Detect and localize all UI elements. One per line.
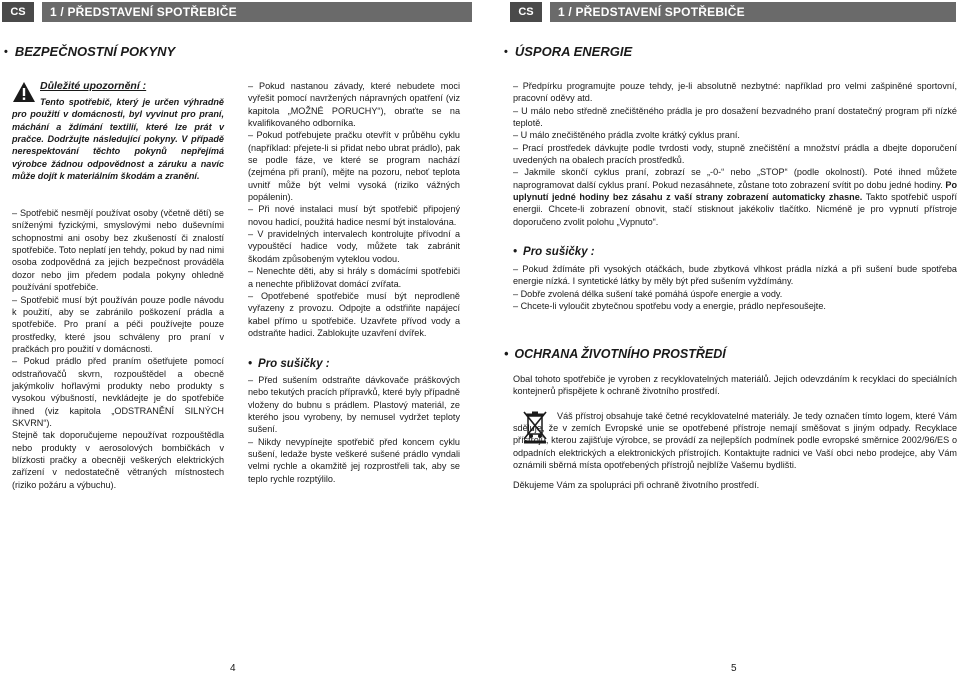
chapter-title-right: 1 / PŘEDSTAVENÍ SPOTŘEBIČE [550, 2, 956, 22]
env-section-title [504, 348, 957, 360]
paragraph: – Pokud prádlo před praním ošetřujete pomocí odstraňovačů skvrn, rozpouštědel a obecně jakýmkoliv hořlavými produkty nebo produkty s vysokou výbušností, nevkládejte je do spotřebiče ihned (viz kapitola „ODSTRANĚNÍ SILNÝCH SKVRN“). [12, 356, 224, 428]
bullet-icon: • [504, 347, 509, 362]
paragraph: Děkujeme Vám za spolupráci při ochraně životního prostředí. [513, 480, 760, 491]
paragraph: – Spotřebič musí být používán pouze podle návodu k použití, aby se zabránilo poškození prádla a spotřebiče. Pro praní a péči používejte pouze prostředky, které jsou schváleny pro praní v pračkách pro použití v domácnosti. [12, 294, 224, 354]
page-number-right: 5 [731, 663, 737, 674]
page-header-right [510, 2, 956, 22]
paragraph: – Pokud nastanou závady, které nebudete moci vyřešit pomocí navržených nápravných opatření (viz kapitola „MOŽNÉ PORUCHY“), obraťte se na kvalifikovaného odborníka. [248, 81, 460, 129]
paragraph: – Předpírku programujte pouze tehdy, je-li absolutně nezbytné: například pro velmi zašpiněné sportovní, pracovní oděvy atd. [513, 81, 957, 104]
recycle-block [513, 410, 957, 472]
dryer-subtitle-left-text: Pro sušičky : [258, 357, 330, 370]
paragraph: – U málo znečištěného prádla zvolte krátký cyklus praní. [513, 130, 740, 141]
paragraph: – Prací prostředek dávkujte podle tvrdosti vody, stupně znečištění a množství prádla a dbejte doporučení uvedených na obalech pracích prostředků. [513, 142, 957, 166]
paragraph: – U málo nebo středně znečištěného prádla je pro dosažení bezvadného praní dostatečný program při nízké teplotě. [513, 105, 957, 129]
right-column [504, 80, 957, 492]
paragraph: – V pravidelných intervalech kontrolujte přívodní a vypouštěcí hadice vody, můžete tak zabránit škodám způsobeným vyteklou vodou. [248, 229, 460, 264]
left-column-1 [12, 80, 224, 491]
section-title-energy-text: ÚSPORA ENERGIE [514, 44, 633, 59]
paragraph: Stejně tak doporučujeme nepoužívat rozpouštědla nebo produkty v aerosolových bombičkách v blízkosti pračky a obecněji veškerých elektrických zařízení v nedostatečně větraných místnostech (riziko požáru a výbuchu). [12, 430, 224, 490]
section-title-energy [504, 44, 632, 59]
paragraph: – Pokud potřebujete pračku otevřít v průběhu cyklu (například: přejete-li si přidat nebo ubrat prádlo), pak se podle fáze, ve které se program nachází (zejména při praní), mějte na pozoru, neboť teplota uvnitř může být velmi vysoká (riziko vážných popálenin). [248, 130, 460, 203]
paragraph: – Spotřebič nesmějí používat osoby (včetně dětí) se sníženými fyzickými, smyslovými nebo duševními schopnostmi ani osoby bez zkušeností či znalostí spotřebiče. Toto neplatí jen tehdy, pokud by nad nimi osoba zodpovědná za jejich bezpečnost prováděla dozor nebo jim předem podala pokyny ohledně používání spotřebiče. [12, 208, 224, 293]
paragraph: – Nenechte děti, aby si hrály s domácími spotřebiči a nenechte přibližovat domácí zvířata. [248, 266, 460, 289]
page-number-left: 4 [230, 663, 236, 674]
warning-triangle-icon [12, 81, 36, 103]
bullet-icon: • [248, 357, 253, 370]
paragraph: – Dobře zvolená délka sušení také pomáhá úspoře energie a vody. [513, 288, 783, 299]
section-title-safety-text: BEZPEČNOSTNÍ POKYNY [14, 44, 176, 59]
paragraph: – Před sušením odstraňte dávkovače práškových nebo tekutých pracích přípravků, které byly případně vloženy do bubnu s prádlem. Plastový materiál, ze kterého jsou vyrobeny, by nemusel vydržet teploty sušení. [248, 374, 460, 435]
paragraph: – Opotřebené spotřebiče musí být neprodleně vyřazeny z provozu. Odpojte a odstřiňte napájecí kabel přímo u spotřebiče. Uzavřete přívod vody a odstraňte hadici. Zablokujte uzavření dvířek. [248, 290, 460, 338]
paragraph: Váš přístroj obsahuje také četné recyklovatelné materiály. Je tedy označen tímto logem, které Vám sděluje, že v zemích Evropské unie se opotřebené přístroje nemají směšovat s jiným odpady. Recyklace přístrojů, kterou zajišťuje výrobce, se provádí za nejlepších podmínek podle evropské směrnice 2002/96/ES o odpadních elektrických a elektronických přístrojích. Kontaktujte radnici ve Vaší obci nebo prodejce, aby Vám oznámili sběrná místa opotřebených přístrojů nejblíže Vašemu bydlišti. [513, 410, 957, 470]
paragraph-stop-display: – Jakmile skončí cyklus praní, zobrazí se „-0-“ nebo „STOP“ (podle okolností). Poté ihned můžete naprogramovat další cyklus praní. Pokud nezasáhnete, zůstane toto zobrazení svítit po dobu jedné hodiny. Po uplynutí jedné hodiny bez zásahu z vaší strany zobrazení automaticky zhasne. Takto spotřebič uspoří energii. Chcete-li zobrazení obnovit, stačí stisknout jakékoliv tlačítko. Nicméně je pro vypnutí přístroje doporučeno zvolit polohu „Vypnuto“. [513, 167, 957, 227]
dryer-subtitle-left [248, 358, 460, 370]
section-title-safety [4, 44, 175, 59]
paragraph: – Nikdy nevypínejte spotřebič před koncem cyklu sušení, ledaže byste veškeré sušené prádlo vyndali velmi rychle a okamžitě jej rozprostřeli tak, aby se teplo rychle rozptýlilo. [248, 436, 460, 484]
bullet-icon: • [504, 45, 508, 58]
paragraph: – Při nové instalaci musí být spotřebič připojený novou hadicí, použitá hadice nesmí být instalována. [248, 204, 460, 227]
dryer-subtitle-right-text: Pro sušičky : [523, 246, 595, 259]
paragraph: Obal tohoto spotřebiče je vyroben z recyklovatelných materiálů. Jejich odevzdáním k recyklaci do speciálních kontejnerů přispějete k ochraně životního prostředí. [513, 373, 957, 396]
page-header-left [2, 2, 472, 22]
paragraph: – Pokud ždímáte při vysokých otáčkách, bude zbytková vlhkost prádla nízká a při sušení bude spotřeba energie nízká. I syntetické látky by měly být před sušením vyždímány. [513, 263, 957, 287]
chapter-title-left: 1 / PŘEDSTAVENÍ SPOTŘEBIČE [42, 2, 472, 22]
left-column-2 [248, 80, 460, 485]
warning-text: Tento spotřebič, který je určen výhradně pro použití v domácnosti, byl vyvinut pro praní, máchání a ždímání textilií, které lze prát v pračce. Dodržujte následující pokyny. V případě nerespektování těchto pokynů nepřejímá výrobce žádnou odpovědnost a záruku a navíc může dojít k materiálním škodám a zranění. [12, 97, 224, 182]
bullet-icon: • [4, 45, 8, 58]
bullet-icon: • [513, 246, 518, 259]
language-badge-right: CS [510, 2, 542, 22]
auto-off-note: Po uplynutí jedné hodiny bez zásahu z vaší strany zobrazení automaticky zhasne. [513, 179, 957, 203]
paragraph: – Chcete-li vyloučit zbytečnou spotřebu vody a energie, prádlo nepřesoušejte. [513, 300, 826, 311]
env-section-title-text: OCHRANA ŽIVOTNÍHO PROSTŘEDÍ [514, 347, 726, 362]
language-badge-left: CS [2, 2, 34, 22]
dryer-subtitle-right [513, 246, 957, 258]
warning-title: Důležité upozornění : [40, 80, 147, 92]
